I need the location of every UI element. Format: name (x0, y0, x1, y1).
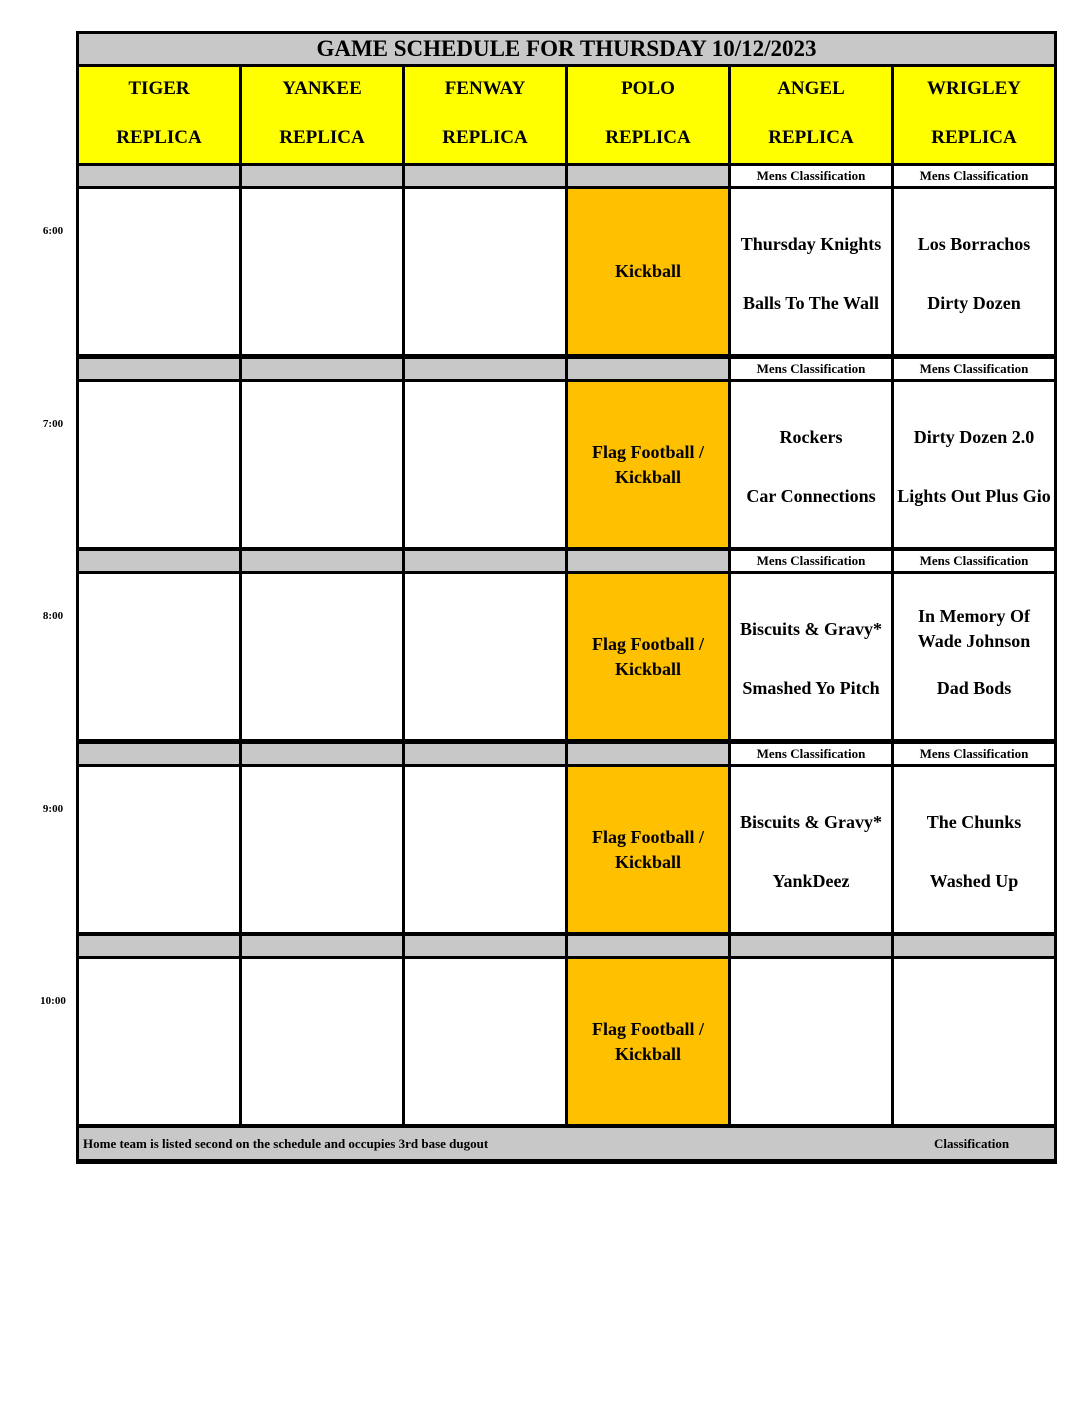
away-team: Thursday Knights (740, 233, 882, 254)
field-type: REPLICA (605, 127, 691, 148)
schedule-grid (76, 31, 1057, 1164)
away-team: The Chunks (926, 811, 1022, 832)
classification-label (79, 359, 239, 379)
field-header-0 (79, 67, 239, 163)
away-team: Dirty Dozen 2.0 (913, 426, 1035, 447)
empty-slot (79, 767, 239, 932)
classification-label (242, 166, 402, 186)
empty-slot (242, 189, 402, 354)
game-slot (894, 574, 1054, 739)
empty-slot (405, 959, 565, 1124)
field-type: REPLICA (442, 127, 528, 148)
activity-slot: Flag Football / Kickball (568, 574, 728, 739)
game-slot (731, 189, 891, 354)
footer-note (79, 1128, 1054, 1159)
empty-slot (405, 574, 565, 739)
field-header-2 (405, 67, 565, 163)
field-type: REPLICA (279, 127, 365, 148)
empty-slot (242, 959, 402, 1124)
classification-label (242, 936, 402, 956)
classification-label (79, 166, 239, 186)
classification-label (79, 551, 239, 571)
time-label: 9:00 (42, 803, 64, 815)
classification-label (568, 936, 728, 956)
game-slot (731, 959, 891, 1124)
field-type: REPLICA (931, 127, 1017, 148)
home-team: Smashed Yo Pitch (742, 677, 880, 698)
classification-label: Mens Classification (894, 551, 1054, 571)
classification-label: Mens Classification (731, 551, 891, 571)
empty-slot (79, 189, 239, 354)
classification-legend: Classification (934, 1135, 1010, 1151)
field-header-5 (894, 67, 1054, 163)
classification-label (568, 551, 728, 571)
field-name: ANGEL (777, 78, 845, 99)
game-slot (894, 382, 1054, 547)
home-team: Dad Bods (936, 677, 1012, 698)
classification-label: Mens Classification (731, 359, 891, 379)
activity-slot: Flag Football / Kickball (568, 767, 728, 932)
field-name: TIGER (128, 78, 190, 99)
game-slot (894, 189, 1054, 354)
empty-slot (242, 767, 402, 932)
classification-label (405, 936, 565, 956)
classification-label (79, 936, 239, 956)
field-name: YANKEE (282, 78, 362, 99)
classification-label (242, 359, 402, 379)
classification-label: Mens Classification (894, 744, 1054, 764)
home-team: Car Connections (746, 485, 876, 506)
empty-slot (242, 382, 402, 547)
empty-slot (405, 189, 565, 354)
home-team: Washed Up (929, 870, 1019, 891)
empty-slot (79, 574, 239, 739)
home-team: Balls To The Wall (743, 292, 879, 313)
away-team: Biscuits & Gravy* (740, 618, 882, 639)
away-team: Rockers (779, 426, 843, 447)
classification-label (731, 936, 891, 956)
page-title: GAME SCHEDULE FOR THURSDAY 10/12/2023 (79, 34, 1054, 64)
time-label: 6:00 (42, 225, 64, 237)
classification-label (568, 744, 728, 764)
classification-label (405, 359, 565, 379)
time-label: 7:00 (42, 418, 64, 430)
home-team-note: Home team is listed second on the schedule and occupies 3rd base dugout (83, 1135, 489, 1151)
field-name: FENWAY (444, 78, 526, 99)
away-team: Los Borrachos (917, 233, 1031, 254)
empty-slot (242, 574, 402, 739)
empty-slot (79, 382, 239, 547)
field-header-4 (731, 67, 891, 163)
classification-label (405, 744, 565, 764)
empty-slot (405, 382, 565, 547)
home-team: Lights Out Plus Gio (897, 485, 1051, 506)
classification-label (894, 936, 1054, 956)
activity-slot: Kickball (568, 189, 728, 354)
game-slot (731, 382, 891, 547)
field-type: REPLICA (116, 127, 202, 148)
field-type: REPLICA (768, 127, 854, 148)
classification-label (242, 744, 402, 764)
empty-slot (405, 767, 565, 932)
field-name: WRIGLEY (927, 78, 1021, 99)
home-team: Dirty Dozen (927, 292, 1021, 313)
field-header-1 (242, 67, 402, 163)
classification-label: Mens Classification (894, 166, 1054, 186)
game-slot (731, 767, 891, 932)
game-slot (894, 767, 1054, 932)
classification-label: Mens Classification (731, 166, 891, 186)
field-name: POLO (621, 78, 675, 99)
home-team: YankDeez (772, 870, 850, 891)
activity-slot: Flag Football / Kickball (568, 382, 728, 547)
time-label: 10:00 (40, 995, 66, 1007)
activity-slot: Flag Football / Kickball (568, 959, 728, 1124)
empty-slot (79, 959, 239, 1124)
away-team: In Memory Of Wade Johnson (917, 606, 1031, 651)
classification-label (242, 551, 402, 571)
time-label: 8:00 (42, 610, 64, 622)
classification-label (405, 551, 565, 571)
game-slot (894, 959, 1054, 1124)
classification-label: Mens Classification (894, 359, 1054, 379)
classification-label (79, 744, 239, 764)
field-header-3 (568, 67, 728, 163)
away-team: Biscuits & Gravy* (740, 811, 882, 832)
classification-label (405, 166, 565, 186)
classification-label: Mens Classification (731, 744, 891, 764)
classification-label (568, 166, 728, 186)
classification-label (568, 359, 728, 379)
game-slot (731, 574, 891, 739)
